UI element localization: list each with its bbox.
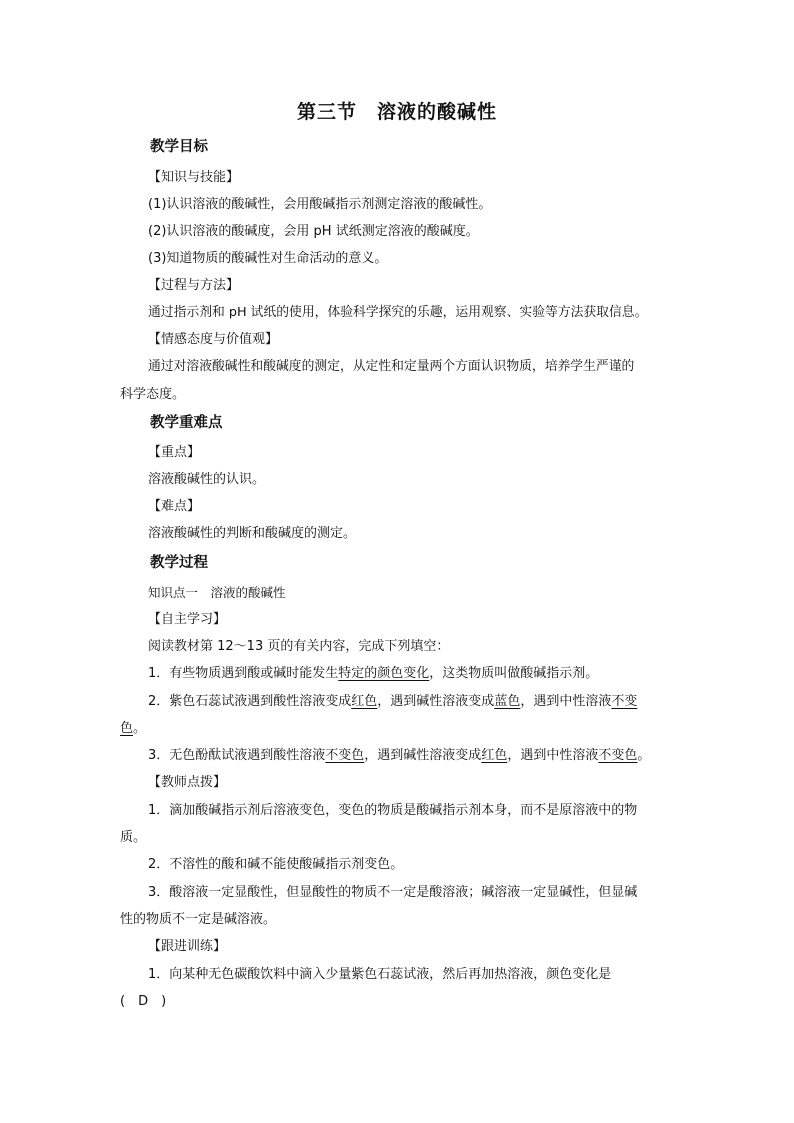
emotion-text-line-1: 通过对溶液酸碱性和酸碱度的测定，从定性和定量两个方面认识物质，培养学生严谨的	[148, 359, 635, 374]
knowledge-item-1: (1)认识溶液的酸碱性，会用酸碱指示剂测定溶液的酸碱性。	[148, 197, 492, 212]
question-2-continued	[120, 719, 146, 739]
question-3-answer-1: 不变色	[325, 748, 365, 763]
question-1-answer: 特定的颜色变化	[338, 666, 430, 681]
knowledge-item-3: (3)知道物质的酸碱性对生命活动的意义。	[148, 251, 388, 266]
question-3-answer-2: 红色	[481, 748, 508, 763]
question-3-text-b: ，遇到碱性溶液变成	[364, 748, 482, 763]
question-2-answer-2: 蓝色	[494, 694, 521, 709]
process-text: 通过指示剂和 pH 试纸的使用，体验科学探究的乐趣，运用观察、实验等方法获取信息。	[148, 305, 648, 320]
emotion-heading: 【情感态度与价值观】	[148, 332, 279, 347]
question-2	[148, 692, 637, 712]
question-1	[148, 664, 598, 684]
question-3-text-c: ，遇到中性溶液	[507, 748, 599, 763]
teacher-note-3-line-1: 3．酸溶液一定显酸性，但显酸性的物质不一定是酸溶液；碱溶液一定显碱性，但显碱	[148, 885, 638, 900]
teacher-note-3-line-2: 性的物质不一定是碱溶液。	[120, 912, 277, 927]
emotion-text-line-2: 科学态度。	[120, 387, 186, 402]
key-difficult-heading: 教学重难点	[150, 415, 223, 431]
question-2-answer-3a: 不变	[611, 694, 638, 709]
page-title: 第三节 溶液的酸碱性	[296, 101, 497, 123]
teacher-heading: 【教师点拨】	[148, 775, 227, 790]
process-heading: 【过程与方法】	[148, 278, 240, 293]
practice-heading: 【跟进训练】	[148, 939, 227, 954]
practice-question-1-line-1: 1．向某种无色碳酸饮料中滴入少量紫色石蕊试液，然后再加热溶液，颜色变化是	[148, 967, 612, 982]
knowledge-heading: 【知识与技能】	[148, 170, 240, 185]
question-2-answer-3b: 色	[120, 721, 134, 736]
question-2-text-d: 。	[133, 721, 147, 736]
key-heading: 【重点】	[148, 445, 201, 460]
goals-heading: 教学目标	[150, 139, 208, 155]
teacher-note-1-line-1: 1．滴加酸碱指示剂后溶液变色，变色的物质是酸碱指示剂本身，而不是原溶液中的物	[148, 803, 638, 818]
question-3	[148, 746, 650, 766]
practice-question-1-answer: ( D )	[120, 994, 167, 1009]
teacher-note-1-line-2: 质。	[120, 830, 147, 845]
question-2-text-c: ，遇到中性溶液	[520, 694, 612, 709]
question-3-text-d: 。	[637, 748, 651, 763]
knowledge-point-title: 知识点一 溶液的酸碱性	[148, 585, 286, 600]
difficult-text: 溶液酸碱性的判断和酸碱度的测定。	[148, 526, 357, 541]
question-3-text-a: 3．无色酚酞试液遇到酸性溶液	[148, 748, 326, 763]
question-3-answer-3: 不变色	[598, 748, 638, 763]
question-1-text-b: ，这类物质叫做酸碱指示剂。	[429, 666, 599, 681]
question-2-text-a: 2．紫色石蕊试液遇到酸性溶液变成	[148, 694, 352, 709]
question-1-text-a: 1．有些物质遇到酸或碱时能发生	[148, 666, 339, 681]
self-study-heading: 【自主学习】	[148, 612, 227, 627]
question-2-text-b: ，遇到碱性溶液变成	[377, 694, 495, 709]
key-text: 溶液酸碱性的认识。	[148, 472, 266, 487]
difficult-heading: 【难点】	[148, 499, 201, 514]
knowledge-item-2: (2)认识溶液的酸碱度，会用 pH 试纸测定溶液的酸碱度。	[148, 224, 479, 239]
teacher-note-2: 2．不溶性的酸和碱不能使酸碱指示剂变色。	[148, 857, 404, 872]
self-study-intro: 阅读教材第 12～13 页的有关内容，完成下列填空：	[148, 639, 450, 654]
question-2-answer-1: 红色	[351, 694, 378, 709]
teaching-process-heading: 教学过程	[150, 555, 208, 571]
